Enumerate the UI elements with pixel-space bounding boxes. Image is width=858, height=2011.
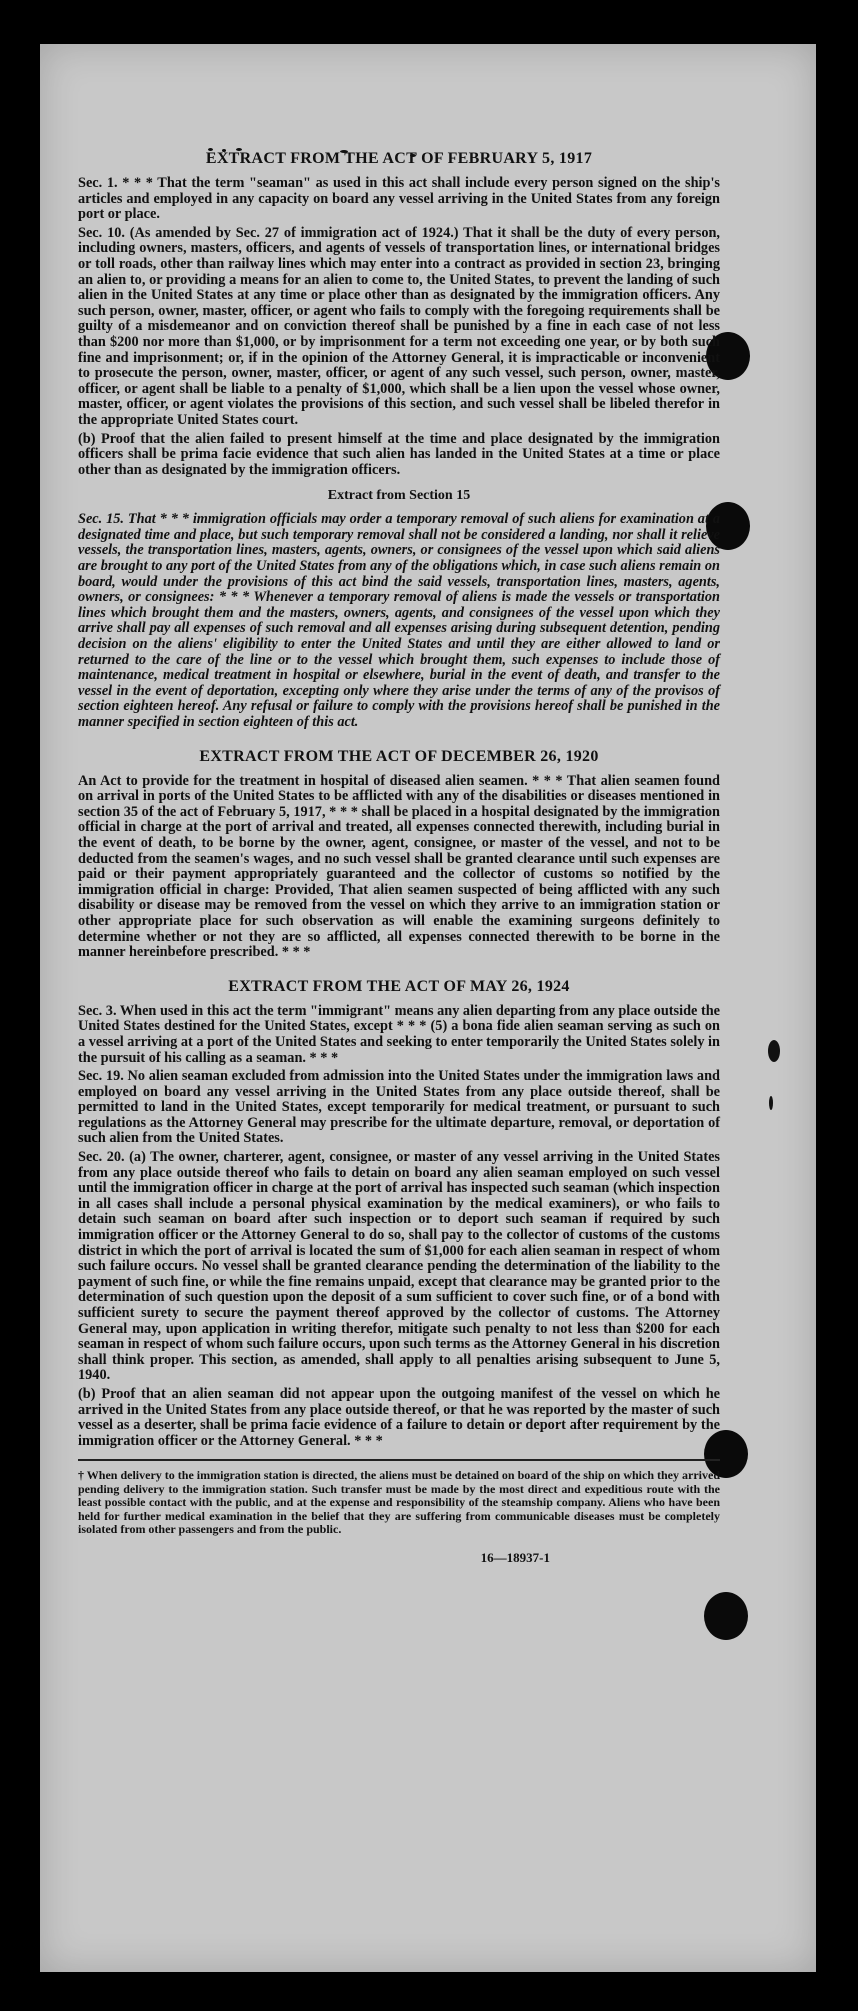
paragraph: (b) Proof that an alien seaman did not appear upon the outgoing manifest of the vessel on which he arrived in the United States from any place outside thereof, or that he was reported by the master of such vessel as a deserter, shall be prima facie evidence of a failure to detain or deport after requirement by the immigration officer or the Attorney General. * * * [78, 1385, 720, 1449]
section-heading: EXTRACT FROM THE ACT OF FEBRUARY 5, 1917 [205, 150, 593, 167]
ink-mark [769, 1096, 773, 1110]
paragraph: Sec. 15. That * * * immigration officials may order a temporary removal of such aliens for examination at a designated time and place, but such temporary removal shall not be considered a landing, nor shall it relieve vessels, the transportation lines, masters, agents, owners, or consignees of the vessel upon which said aliens are brought to any port of the United States from any of the obligations which, in case such aliens remain on board, would under the provisions of this act bind the said vessels, transportation lines, masters, agents, owners, or consignees: * * * Whenever a temporary removal of aliens is made the vessels or transportation lines which brought them and the masters, owners, agents, and consignees of the vessel upon which they arrive shall pay all expenses of such removal and all expenses arising during subsequent detention, pending decision on the aliens' eligibility to enter the United States and until they are either allowed to land or returned to the care of the line or to the vessel which brought them, such expenses to include those of maintenance, medical treatment in hospital or elsewhere, burial in the event of death, and transfer to the vessel in the event of deportation, excepting only where they arise under the terms of any of the provisos of section eighteen hereof. Any refusal or failure to comply with the provisions hereof shall be punished in the manner specified in section eighteen of this act. [78, 511, 720, 730]
section-subheading: Extract from Section 15 [327, 488, 471, 504]
paragraph: Sec. 19. No alien seaman excluded from admission into the United States under the immigration laws and employed on board any vessel arriving in the United States from any place outside thereof, shall be permitted to land in the United States, except temporarily for medical treatment, or pursuant to such regulations as the Attorney General may prescribe for the ultimate departure, removal, or deportation of such alien from the United States. [78, 1068, 720, 1147]
section-heading: EXTRACT FROM THE ACT OF DECEMBER 26, 1920 [199, 747, 599, 765]
punch-hole [704, 1592, 748, 1640]
paragraph: (b) Proof that the alien failed to present himself at the time and place designated by the immigration officers shall be prima facie evidence that such alien has landed in the United States at a time or place other than as designated by the immigration officers. [78, 430, 720, 478]
paragraph: Sec. 10. (As amended by Sec. 27 of immigration act of 1924.) That it shall be the duty of every person, including owners, masters, officers, and agents of vessels of transportation lines, or international bridges or toll roads, other than railway lines which may enter into a contract as provided in section 23, bringing an alien to, or providing a means for an alien to come to, the United States, to prevent the landing of such alien in the United States at any time or place other than as designated by the immigration officers. Any such person, owner, master, officer, or agent who fails to comply with the foregoing requirements shall be guilty of a misdemeanor and on conviction thereof shall be punished by a fine in each case of not less than $200 nor more than $1,000, or by imprisonment for a term not exceeding one year, or by both such fine and imprisonment; or, if in the opinion of the Attorney General, it is impracticable or inconvenient to prosecute the person, owner, master, officer, or agent of any such vessel, such person, owner, master, officer, or agent shall be liable to a penalty of $1,000, which shall be a lien upon the vessel whose owner, master, officer, or agent violates the provisions of this section, and such vessel shall be libeled therefor in the appropriate United States court. [78, 224, 720, 428]
ink-mark [768, 1040, 780, 1062]
paragraph: Sec. 1. * * * That the term "seaman" as used in this act shall include every person signed on the ship's articles and employed in any capacity on board any vessel arriving in the United States from any foreign port or place. [78, 175, 720, 223]
document-text [78, 150, 720, 1566]
paragraph: Sec. 3. When used in this act the term "immigrant" means any alien departing from any place outside the United States destined for the United States, except * * * (5) a bona fide alien seaman serving as such on a vessel arriving at a port of the United States and seeking to enter temporarily the United States solely in the pursuit of his calling as a seaman. * * * [78, 1002, 721, 1066]
paragraph: Sec. 20. (a) The owner, charterer, agent, consignee, or master of any vessel arriving in the United States from any place outside thereof who fails to detain on board any alien seaman employed on such vessel until the immigration officer in charge at the port of arrival has inspected such seaman (which inspection in all cases shall include a personal physical examination by the medical examiners), or who fails to detain such seaman on board after such inspection or to deport such seaman if required by such immigration officer or the Attorney General to do so, shall pay to the collector of customs of the customs district in which the port of arrival is located the sum of $1,000 for each alien seaman in respect of whom such failure occurs. No vessel shall be granted clearance pending the determination of the liability to the payment of such fine, or while the fine remains unpaid, except that clearance may be granted prior to the determination of such question upon the deposit of a sum sufficient to cover such fine, or of a bond with sufficient surety to secure the payment thereof approved by the collector of customs. The Attorney General may, upon application in writing therefor, mitigate such penalty to not less than $200 for each seaman in respect of whom such failure occurs, upon such terms as the Attorney General in his discretion shall think proper. This section, as amended, shall apply to all penalties arising subsequent to June 5, 1940. [78, 1149, 720, 1384]
paragraph: An Act to provide for the treatment in hospital of diseased alien seamen. * * * That alien seamen found on arrival in ports of the United States to be afflicted with any of the disabilities or diseases mentioned in section 35 of the act of February 5, 1917, * * * shall be placed in a hospital designated by the immigration official in charge at the port of arrival and treated, all expenses connected therewith, including burial in the event of death, to be borne by the owner, agent, consignee, or master of the vessel, and not to be deducted from the seamen's wages, and no such vessel shall be granted clearance until such expenses are paid or their payment appropriately guaranteed and the collector of customs so notified by the immigration official in charge: Provided, That alien seamen suspected of being afflicted with any such disability or disease may be removed from the vessel on which they arrive to an immigration station or other appropriate place for such observation as will enable the examining surgeons definitely to determine whether or not they are so afflicted, all expenses connected therewith to be borne in the manner hereinbefore prescribed. * * * [78, 772, 720, 961]
footnote [78, 1469, 720, 1536]
footnote-text: † When delivery to the immigration station is directed, the aliens must be detained on board of the ship on which they arrived pending delivery to the immigration station. Such transfer must be made by the most direct and expeditious route with the least possible contact with the public, and at the expense and responsibility of the steamship company. Aliens who have been held for further medical examination in the belief that they are suffering from communicable diseases must be completely isolated from other passengers and from the public. [78, 1468, 720, 1536]
section-heading: EXTRACT FROM THE ACT OF MAY 26, 1924 [228, 977, 570, 995]
divider [78, 1459, 720, 1461]
form-number: 16—18937-1 [480, 1550, 550, 1566]
